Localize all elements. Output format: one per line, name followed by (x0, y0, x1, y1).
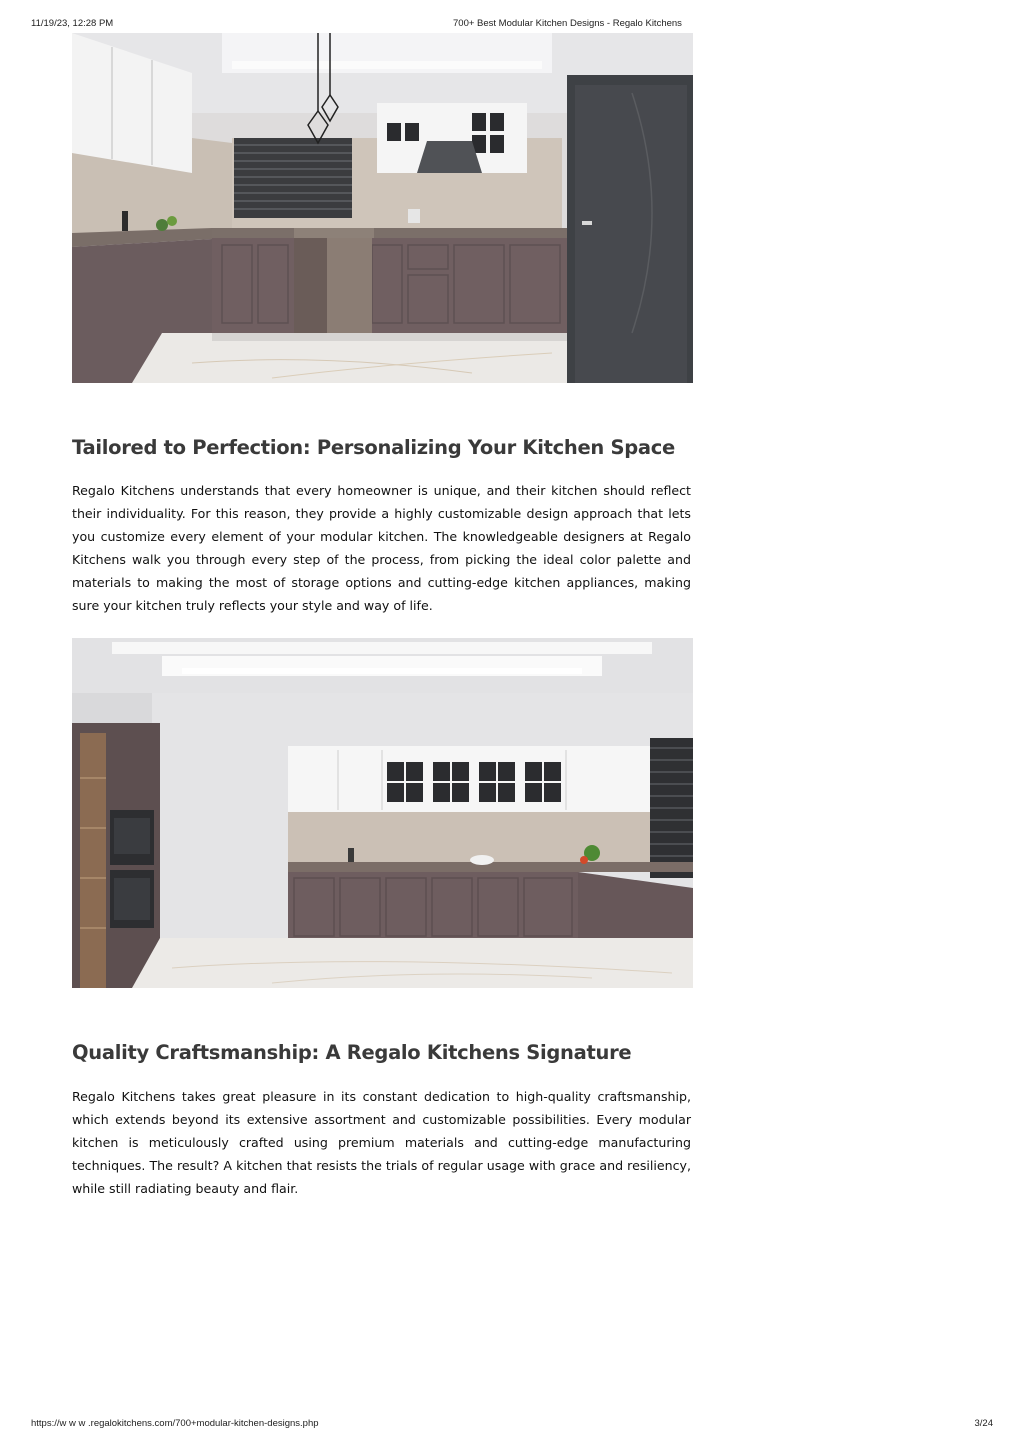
section-paragraph-tailored: Regalo Kitchens understands that every homeowner is unique, and their kitchen should reflect their individuality. For this reason, they provide a highly customizable design approach that lets you customize every element of your modular kitchen. The knowledgeable designers at Regalo Kitchens walk you through every step of the process, from picking the ideal color palette and materials to making the most of storage options and cutting-edge kitchen appliances, making sure your kitchen truly reflects your style and way of life. (72, 483, 691, 613)
section-heading-tailored: Tailored to Perfection: Personalizing Your Kitchen Space (72, 436, 675, 459)
section-heading-quality: Quality Craftsmanship: A Regalo Kitchens Signature (72, 1041, 632, 1064)
print-url: https://w w w .regalokitchens.com/700+modular-kitchen-designs.php (31, 1418, 319, 1429)
kitchen-image-1 (72, 33, 693, 383)
print-page-title: 700+ Best Modular Kitchen Designs - Regalo Kitchens (453, 18, 682, 29)
print-page-number: 3/24 (974, 1418, 993, 1429)
section-paragraph-quality: Regalo Kitchens takes great pleasure in its constant dedication to high-quality craftsmanship, which extends beyond its extensive assortment and customizable possibilities. Every modular kitchen is meticulously crafted using premium materials and cutting-edge manufacturing techniques. The result? A kitchen that resists the trials of regular usage with grace and resiliency, while still radiating beauty and flair. (72, 1089, 691, 1196)
print-datetime: 11/19/23, 12:28 PM (31, 18, 114, 29)
print-header (0, 18, 1024, 30)
print-footer (0, 1418, 1024, 1430)
kitchen-image-2 (72, 638, 693, 988)
